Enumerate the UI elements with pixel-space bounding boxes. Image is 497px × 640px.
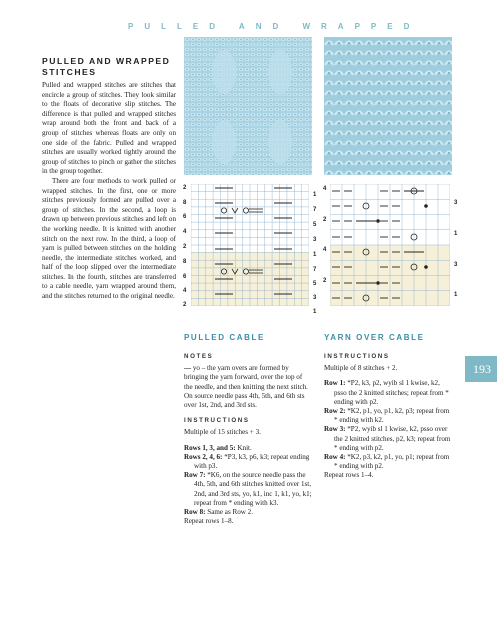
intro-paragraph-1: Pulled and wrapped stitches are stitches that encircle a group of stitches. They look similar to the floats of decorative slip stitches. The difference is that pulled and wrapped stitches wrap around both the front and back of a group of stitches whereas floats are only on one side of the fabric. Pulled and wrapped stitches are usually worked tightly around the group of stitches to pinch or gather the stitches in the group together. [42,81,176,176]
row-instruction: Row 2: *K2, p1, yo, p1, k2, p3; repeat from * ending with k2. [324,407,450,425]
yo-symbol: — [184,364,192,373]
yo-note: — yo – the yarn overs are formed by bringing the yarn forward, over the top of the needle, and then knitting the next stitch. On source needle pass 4th, 5th, and 6th sts over 1st, 2nd, and 3rd sts. [184,364,308,410]
stitch-multiple: Multiple of 8 stitches + 2. [324,364,398,373]
notes-heading: NOTES [184,353,214,360]
repeat-note: Repeat rows 1–8. [184,517,234,526]
row-instruction: Rows 2, 4, 6: *P3, k3, p6, k3; repeat ending with p3. [184,452,310,471]
yarn-over-cable-title: YARN OVER CABLE [324,333,425,342]
repeat-note: Repeat rows 1–4. [324,471,374,480]
row-instruction: Rows 1, 3, and 5: Knit. [184,443,252,452]
yarn-over-cable-chart [330,184,450,311]
yarn-over-cable-swatch-photo [324,37,452,175]
section-title: PULLED AND WRAPPED STITCHES [42,56,171,77]
pulled-cable-title: PULLED CABLE [184,333,265,342]
yarn-over-cable-instructions [324,352,452,481]
pulled-cable-instructions [184,352,312,526]
row-instruction: Row 3: *P2, wyib sl 1 kwise, k2, psso over the 2 knitted stitches, p2, k3; repeat from * ending with p2. [324,425,451,452]
intro-paragraph-2: There are four methods to work pulled or wrapped stitches. In the first, one or more stitches previously formed are pulled over a group of stitches. In the second, a loop is drawn up between previous stitches and left on the working needle. It is knitted with another stitch on the next row. In the third, a loop of yarn is pulled between stitches on the holding needle, the intermediate stitches worked, and half of the loop slipped over the intermediate stitches. In the fourth, stitches are transferred to a cable needle, yarn wrapped around them, and the stitches returned to the original needle. [42,176,176,301]
page-number: 193 [473,361,491,376]
pulled-cable-swatch-photo [184,37,312,175]
row-instruction: Row 8: Same as Row 2. [184,508,253,517]
intro-text [42,81,176,302]
instructions-heading: INSTRUCTIONS [324,353,390,360]
page-number-tab [465,356,497,382]
pulled-cable-chart [191,184,309,311]
row-instruction: Row 4: *K2, p3, k2, p1, yo, p1; repeat from * ending with p2. [324,453,450,471]
row-instruction: Row 7: *K6, on the source needle pass the 4th, 5th, and 6th stitches knitted over 1st, 2nd, and 3rd sts, yo, k1, inc 1, k1, yo, k1; repeat from * ending with k3. [184,471,312,507]
running-head: PULLED AND WRAPPED [128,22,421,31]
stitch-multiple: Multiple of 15 stitches + 3. [184,428,261,437]
row-instruction: Row 1: *P2, k3, p2, wyib sl 1 kwise, k2, psso the 2 knitted stitches; repeat from * ending with p2. [324,379,449,406]
instructions-heading: INSTRUCTIONS [184,417,250,425]
intro-section [42,56,176,302]
